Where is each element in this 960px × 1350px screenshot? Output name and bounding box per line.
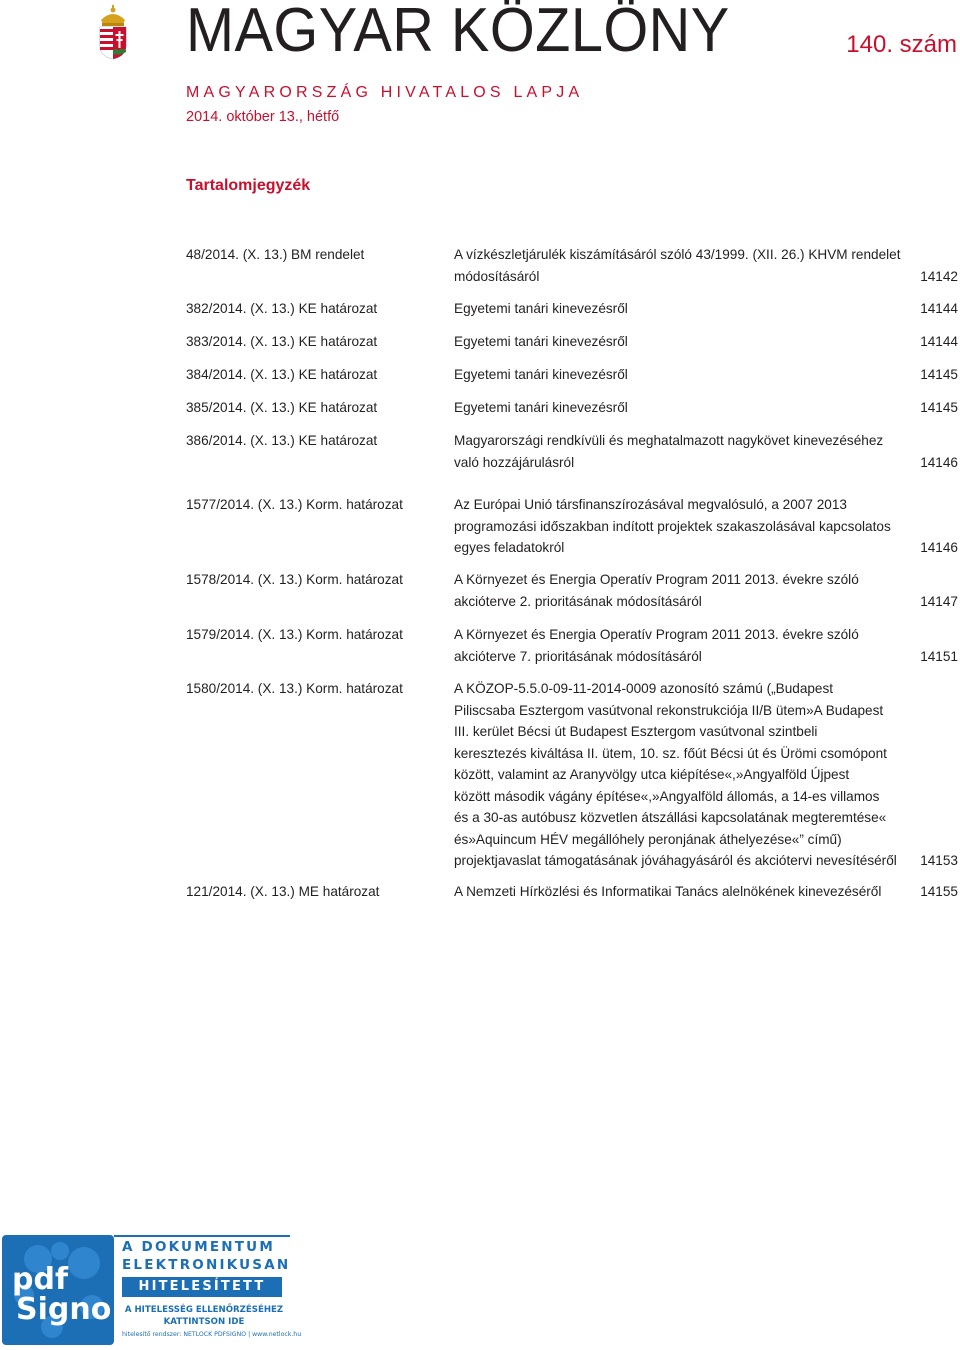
verify-link-line-1[interactable]: A HITELESSÉG ELLENŐRZÉSÉHEZ (124, 1305, 284, 1315)
toc-entry-page-number: 14142 (920, 268, 958, 284)
authentication-stamp[interactable] (2, 1235, 302, 1345)
toc-entry-description (454, 364, 894, 386)
svg-text:Signo: Signo (16, 1292, 112, 1327)
toc-entry-description-line: Egyetemi tanári kinevezésről (454, 334, 628, 349)
toc-entry-description (454, 331, 894, 353)
toc-entry-description-line: akcióterve 2. prioritásának módosításáról (454, 593, 702, 609)
toc-entry-description (454, 430, 894, 473)
toc-entry-reference: 384/2014. (X. 13.) KE határozat (186, 367, 378, 382)
toc-entry-page-number: 14145 (920, 367, 958, 382)
toc-entry-reference: 48/2014. (X. 13.) BM rendelet (186, 247, 365, 262)
toc-entry-page-number: 14155 (920, 884, 958, 899)
stamp-line-1: A DOKUMENTUM (122, 1239, 275, 1255)
toc-entry-page-number: 14147 (920, 593, 958, 609)
toc-entry-reference: 382/2014. (X. 13.) KE határozat (186, 301, 378, 316)
toc-entry-description-line: és»Aquincum HÉV megállóhely peronjának áthelyezése«” című) (454, 831, 842, 847)
toc-entry-description-line: Az Európai Unió társfinanszírozásával megvalósuló, a 2007 2013 (454, 497, 847, 512)
toc-entry-page-number: 14144 (920, 301, 958, 316)
stamp-line-2: ELEKTRONIKUSAN (122, 1257, 291, 1273)
toc-entry-description-line: Egyetemi tanári kinevezésről (454, 400, 628, 415)
toc-entry-description (454, 678, 897, 872)
toc-entry-description (454, 298, 894, 320)
toc-entry-description (454, 244, 901, 287)
toc-entry-description (454, 397, 894, 419)
toc-entry-reference: 1578/2014. (X. 13.) Korm. határozat (186, 572, 403, 587)
toc-entry-description-line: III. kerület Bécsi út Budapest Esztergom vasútvonal szintbeli (454, 724, 818, 739)
stamp-line-3: HITELESÍTETT (122, 1277, 282, 1297)
toc-entry-description-line: között második vágány építése«,»Angyalföld állomás, a 14-es villamos (454, 788, 880, 804)
toc-entry-reference: 383/2014. (X. 13.) KE határozat (186, 334, 378, 349)
toc-entry-description-line: Egyetemi tanári kinevezésről (454, 367, 628, 382)
toc-entry-reference: 385/2014. (X. 13.) KE határozat (186, 400, 378, 415)
toc-entry-description-line: akcióterve 7. prioritásának módosításáról (454, 648, 702, 664)
toc-entry-reference: 386/2014. (X. 13.) KE határozat (186, 433, 378, 448)
toc-entry-description-line: Egyetemi tanári kinevezésről (454, 301, 628, 316)
svg-text:pdf: pdf (12, 1262, 69, 1297)
stamp-footer: hitelesítő rendszer: NETLOCK PDFSIGNO | www.netlock.hu (122, 1331, 302, 1338)
publication-date: 2014. október 13., hétfő (186, 109, 340, 125)
toc-entry-description-line: programozási időszakban indított projektek szakaszolásával kapcsolatos (454, 518, 891, 534)
toc-entry-page-number: 14144 (920, 334, 958, 349)
toc-entry-description-line: A vízkészletjárulék kiszámításáról szóló 43/1999. (XII. 26.) KHVM rendelet (454, 247, 901, 262)
toc-entry-page-number: 14153 (920, 853, 958, 868)
toc-entry-description-line: között, valamint az Aranyvölgy utca kiépítése«,»Angyalföld Újpest (454, 767, 850, 782)
toc-entry-description-line: Magyarországi rendkívüli és meghatalmazott nagykövet kinevezéséhez (454, 433, 884, 448)
toc-entry-description-line: A Környezet és Energia Operatív Program 2011 2013. évekre szóló (454, 572, 859, 587)
publication-subtitle: MAGYARORSZÁG HIVATALOS LAPJA (186, 84, 584, 101)
toc-entry-page-number: 14146 (920, 540, 958, 555)
toc-entry-reference: 1579/2014. (X. 13.) Korm. határozat (186, 627, 403, 642)
toc-entry-page-number: 14146 (920, 454, 958, 470)
toc-entry-reference: 1577/2014. (X. 13.) Korm. határozat (186, 497, 403, 512)
toc-entry-page-number: 14145 (920, 400, 958, 415)
toc-entry-description-line: és a 30-as autóbusz közvetlen átszállási kapcsolatának megteremtése« (454, 810, 887, 825)
toc-entry-description (454, 624, 894, 667)
pdfsigno-logo (2, 1235, 114, 1345)
toc-entry-description-line: A Környezet és Energia Operatív Program 2011 2013. évekre szóló (454, 627, 859, 642)
toc-entry-description-line: módosításáról (454, 268, 540, 284)
toc-entry-description-line: projektjavaslat támogatásának jóváhagyásáról és akciótervi nevesítéséről (454, 853, 897, 868)
toc-entry-page-number: 14151 (920, 648, 958, 664)
toc-entry-description-line: való hozzájárulásról (454, 454, 575, 470)
publication-title: MAGYAR KÖZLÖNY (186, 0, 730, 65)
toc-entry-description (454, 569, 894, 612)
toc-entry-description-line: A Nemzeti Hírközlési és Informatikai Tanács alelnökének kinevezéséről (454, 884, 882, 899)
toc-entry-reference: 1580/2014. (X. 13.) Korm. határozat (186, 681, 403, 696)
toc-entry-reference: 121/2014. (X. 13.) ME határozat (186, 884, 380, 899)
hungarian-coat-of-arms-icon (96, 4, 130, 60)
toc-entry-description-line: keresztezés kiváltása II. ütem, 10. sz. főút Bécsi út és Ürömi csomópont (454, 745, 887, 761)
toc-entry-description-line: egyes feladatokról (454, 540, 565, 555)
toc-entry-description-line: Piliscsaba Esztergom vasútvonal rekonstrukciója II/B ütem»A Budapest (454, 702, 884, 718)
toc-entry-description-line: A KÖZOP-5.5.0-09-11-2014-0009 azonosító számú („Budapest (454, 681, 834, 696)
issue-number: 140. szám (846, 31, 957, 58)
verify-link-line-2[interactable]: KATTINTSON IDE (163, 1317, 245, 1327)
toc-entry-description (454, 881, 894, 903)
toc-heading: Tartalomjegyzék (186, 177, 311, 194)
toc-entry-description (454, 494, 894, 559)
